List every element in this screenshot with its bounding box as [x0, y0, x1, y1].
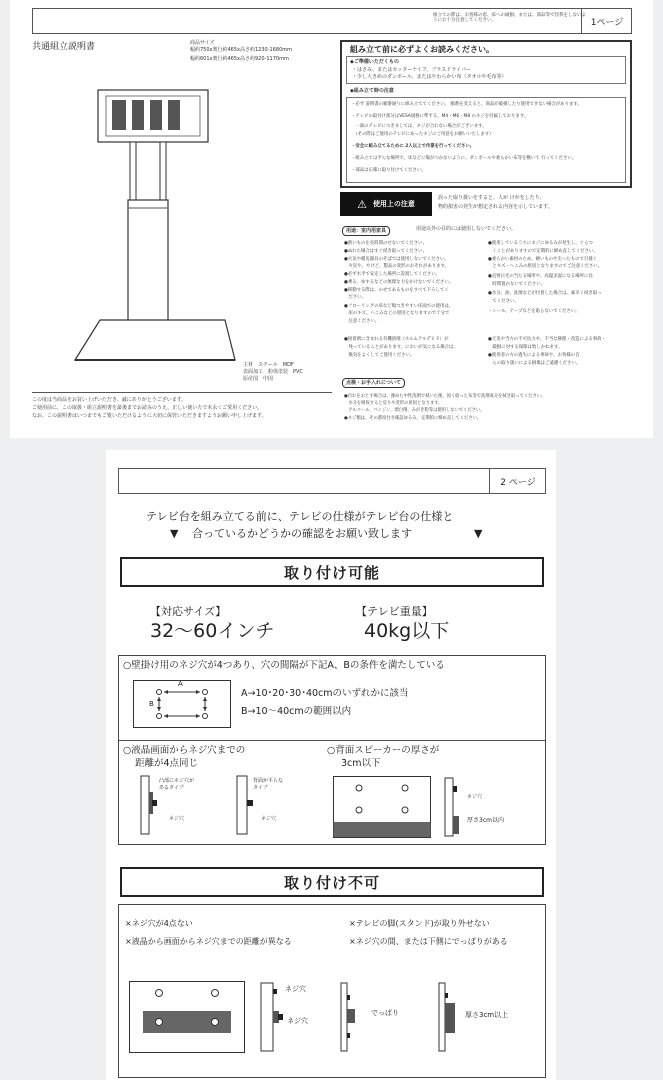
prep-title: ◆ご準備いただくもの	[350, 59, 399, 65]
page2-header-box	[118, 468, 546, 494]
prep-line-1: ・はさみ、またはカッターナイフ、プラスドライバー	[352, 67, 471, 73]
flat-type-diagram	[235, 774, 255, 836]
ng-bump-label: でっぱり	[371, 1009, 399, 1017]
attachable-conditions-box	[118, 655, 546, 845]
care-line-4: ●ネジ類は、その都度付き確認ゆるみ、定期的に締め直してください。	[344, 416, 482, 421]
size-label: 【対応サイズ】	[150, 605, 227, 618]
caution-right-7: ●水分、油、洗剤などが付着した場合は、素早く拭き取っ	[488, 291, 602, 296]
dent-type-diagram	[139, 774, 159, 836]
care-line-1: ●汚れをおとす場合は、薄めた中性洗剤で拭いた後、固く絞った布等で洗剤成分を拭き取ってください。	[344, 394, 546, 399]
mid-right-3: ●使用者の方の過失による事故や、お客様の自	[488, 353, 580, 358]
note-line-5: ・安全に組み立てるために 2人以上で作業を行ってください。	[351, 144, 475, 149]
caution-left-7: ●移動する際は、のせてあるものをすべて下ろしてく	[344, 288, 449, 293]
weight-label: 【テレビ重量】	[356, 605, 433, 618]
care-tag: 点検・お手入れについて	[342, 378, 405, 388]
intro-arrow-left: ▼	[170, 527, 179, 540]
material-line-3: 原産国 中国	[243, 376, 274, 382]
instruction-page-1	[10, 0, 653, 438]
flat-type-label-2: タイプ	[253, 785, 268, 791]
caution-right-3: ●柔らかい素材のため、硬いものや尖ったもので引掻く	[488, 257, 598, 262]
note-line-1: ・必ず 説明書の順番通りに組み立ててください。 順番を変えると、商品が破損したり使用できない場合があります。	[351, 102, 582, 107]
caution-text-2: 物的損害の発生が想定される内容を示しています。	[438, 204, 553, 210]
notes-box	[346, 97, 626, 183]
caution-left-2: ●ぬれた場合はすぐ拭き取ってください。	[344, 249, 427, 254]
diagram-a-label: A	[178, 680, 183, 688]
screw-distance-title-2: 距離が4点同じ	[135, 758, 199, 769]
read-first-box	[340, 40, 632, 188]
caution-left-11: 注意ください。	[344, 319, 380, 324]
caution-text-1: 誤った取り扱いをすると、人が けがをしたり、	[438, 195, 545, 201]
footer-divider	[32, 392, 332, 393]
product-size-line2: 幅約601x奥行約465x高さ約920-1170mm	[190, 56, 289, 62]
caution-left-8: ださい。	[344, 295, 366, 300]
ng-item-4: ×ネジ穴の間、または下側にでっぱりがある	[349, 937, 508, 946]
caution-right-8: てください。	[488, 299, 519, 304]
warning-icon: ⚠	[357, 197, 367, 211]
product-size-line1: 幅約750x奥行約465x高さ約1230-1680mm	[190, 47, 293, 53]
conditions-divider	[119, 740, 545, 741]
diagram-b-label: B	[149, 700, 154, 708]
caution-left-4: 火災や、やけど、製品の変形のおそれがあります。	[344, 264, 449, 269]
read-first-title: 組み立て前に必ずよくお読みください。	[350, 45, 494, 54]
caution-right-9: ・シール、テープなどを貼らないでください。	[488, 309, 580, 314]
dent-screw-hole-label: ネジ穴	[169, 816, 185, 822]
thickness-ok-label: 厚さ3cm以内	[467, 817, 504, 824]
attachable-heading: 取り付け可能	[120, 557, 544, 587]
caution-label-text: 使用上の注意	[372, 200, 415, 208]
page1-number: 1ページ	[581, 9, 632, 33]
care-line-3: アルコール、ベンジン、漂白剤、みがき粉等は使用しないでください。	[344, 408, 485, 413]
document-title: 共通組立説明書	[32, 42, 96, 52]
usage-text: 用途以外の目的には使用しないでください。	[416, 226, 517, 232]
flat-type-label-1: 背面が平らな	[253, 778, 284, 784]
material-line-2: 表面加工 粉体塗装 PVC	[243, 369, 303, 375]
mid-left-1: ●接着剤に含まれる有機溶剤（ホルムアルデヒド）が	[344, 337, 449, 342]
ng-thick-diagram	[435, 981, 459, 1053]
caution-right-6: 時間置かないでください。	[488, 282, 546, 287]
material-line-1: 主材 スチール MDF	[243, 362, 294, 368]
ng-item-1: ×ネジ穴が4点ない	[125, 919, 193, 928]
mid-right-4: らの取り扱いによる損傷はご遠慮ください。	[488, 361, 581, 366]
caution-left-3: ●火気や暖房器具のそばでは使用しないでください。	[344, 257, 449, 262]
prep-line-2: ・少し大きめのダンボール、またはやわらかい布（タオルや毛布等）	[352, 74, 507, 80]
caution-left-10: 床のキズ、へこみなどの原因となりますので十分で	[344, 311, 450, 316]
ng-bump-diagram	[337, 981, 361, 1053]
care-line-2: 水分を吸収すると反りや変形の原因となります。	[344, 401, 443, 406]
instruction-page-2	[106, 450, 556, 1080]
speaker-title-1: ○背面スピーカーの厚さが	[327, 745, 440, 756]
caution-right-4: とキズ・へこみの原因となりますのでご注意ください。	[488, 264, 603, 269]
size-value: 32～60インチ	[150, 620, 275, 642]
page1-header-box	[32, 8, 632, 34]
ng-item-2: ×テレビの脚(スタンド)が取り外せない	[349, 919, 490, 928]
not-attachable-box	[118, 904, 546, 1078]
ng-thickness-label: 厚さ3cm以上	[465, 1011, 509, 1019]
prep-box	[346, 56, 626, 84]
ng-back-diagram	[129, 981, 245, 1053]
ng-screw-hole-label-1: ネジ穴	[285, 985, 306, 993]
caution-right-1: ●使用しているうちにネジにゆるみが発生し、ぐらつ	[488, 241, 593, 246]
note-line-2: ・テレビの取付け部分はVESA規格に準ずる、M4・M6・M8 のネジを付属しております。	[351, 114, 529, 119]
header-note: 組立ての際は、お客様の窓、床への破損、または、部品等で怪我をしないようにお十分注意してください。	[433, 13, 586, 24]
caution-right-5: ●直射日光の当たる場所や、高温多湿になる場所に長	[488, 274, 593, 279]
note-line-4: （その際はご使用のテレビにあったネジのご用意をお願いいたします）	[351, 132, 494, 137]
page2-number: 2 ページ	[489, 469, 546, 493]
mid-right-2: 破損に対する保障は致しかねます。	[488, 345, 563, 350]
dent-type-label-1: 凸部にネジ穴が	[159, 778, 195, 784]
caution-left-5: ●必ず水平で安定した場所に設置してください。	[344, 272, 441, 277]
condition-b: B→10～40cmの範囲以内	[241, 706, 352, 717]
notes-title: ◆組み立て時の注意	[350, 88, 394, 94]
product-size-label: 商品サイズ	[190, 40, 215, 46]
ng-item-3: ×液晶から画面からネジ穴までの距離が異なる	[125, 937, 292, 946]
intro-line-2: 合っているかどうかの確認をお願い致します	[192, 527, 412, 540]
speaker-screw-hole-label: ネジ穴	[467, 794, 483, 800]
note-line-3: 一部のテレビにつきましては、ネジが合わない場合がございます。	[351, 124, 487, 129]
flat-screw-hole-label: ネジ穴	[261, 816, 277, 822]
screw-distance-title-1: ○液晶画面からネジ穴までの	[123, 745, 246, 756]
tv-stand-illustration	[70, 80, 240, 370]
caution-left-9: ●フローリングの床など傷つきやすい床面での使用は、	[344, 304, 454, 309]
dent-type-label-2: あるタイプ	[159, 785, 184, 791]
speaker-title-2: 3cm以下	[341, 758, 381, 769]
vesa-condition-title: ○壁掛け用のネジ穴が4つあり、穴の間隔が下記A、Bの条件を満たしている	[123, 660, 445, 671]
weight-value: 40kg以下	[364, 620, 450, 642]
speaker-back-diagram	[333, 776, 431, 838]
footer-line-1: この度は当商品をお買い上げいただき、誠にありがとうございます。	[32, 397, 187, 403]
intro-arrow-right: ▼	[474, 527, 483, 540]
mid-left-2: 残っていることがあります。においが気になる場合は、	[344, 345, 458, 350]
footer-line-2: ご使用前に、この取扱・組立説明書を最後までお読みのうえ、正しい使い方で末永くご愛用ください。	[32, 405, 263, 411]
speaker-side-diagram	[443, 776, 463, 838]
mid-right-1: ●天災や当方の不可抗力や、不当な修理・改造による事故・	[488, 337, 606, 342]
caution-left-6: ●乗る、ゆするなどの無理な力をかけないでください。	[344, 280, 454, 285]
caution-label	[340, 192, 432, 216]
usage-tag: 用途：室内用家具	[342, 226, 390, 236]
footer-line-3: なお、この説明書はいつまでもご覧いただけるように大切に保管いただきますようお願い申し上げます。	[32, 413, 267, 419]
mid-left-3: 換気をよくしてご使用ください。	[344, 353, 415, 358]
condition-a: A→10･20･30･40cmのいずれかに該当	[241, 688, 409, 699]
not-attachable-heading: 取り付け不可	[120, 867, 544, 897]
note-line-7: ・部品は正確に取り付けてください。	[351, 168, 426, 173]
intro-line-1: テレビ台を組み立てる前に、テレビの仕様がテレビ台の仕様と	[146, 510, 454, 523]
caution-right-2: くことがありますので定期的に締め直してください。	[488, 249, 598, 254]
note-line-6: ・組み立ては平らな場所で、床などに傷がつかないように、ダンボールや柔らかい布等を敷いて 行ってください。	[351, 156, 577, 161]
ng-screw-hole-label-2: ネジ穴	[287, 1017, 308, 1025]
caution-left-1: ●熱いものを長時間のせないでください。	[344, 241, 427, 246]
